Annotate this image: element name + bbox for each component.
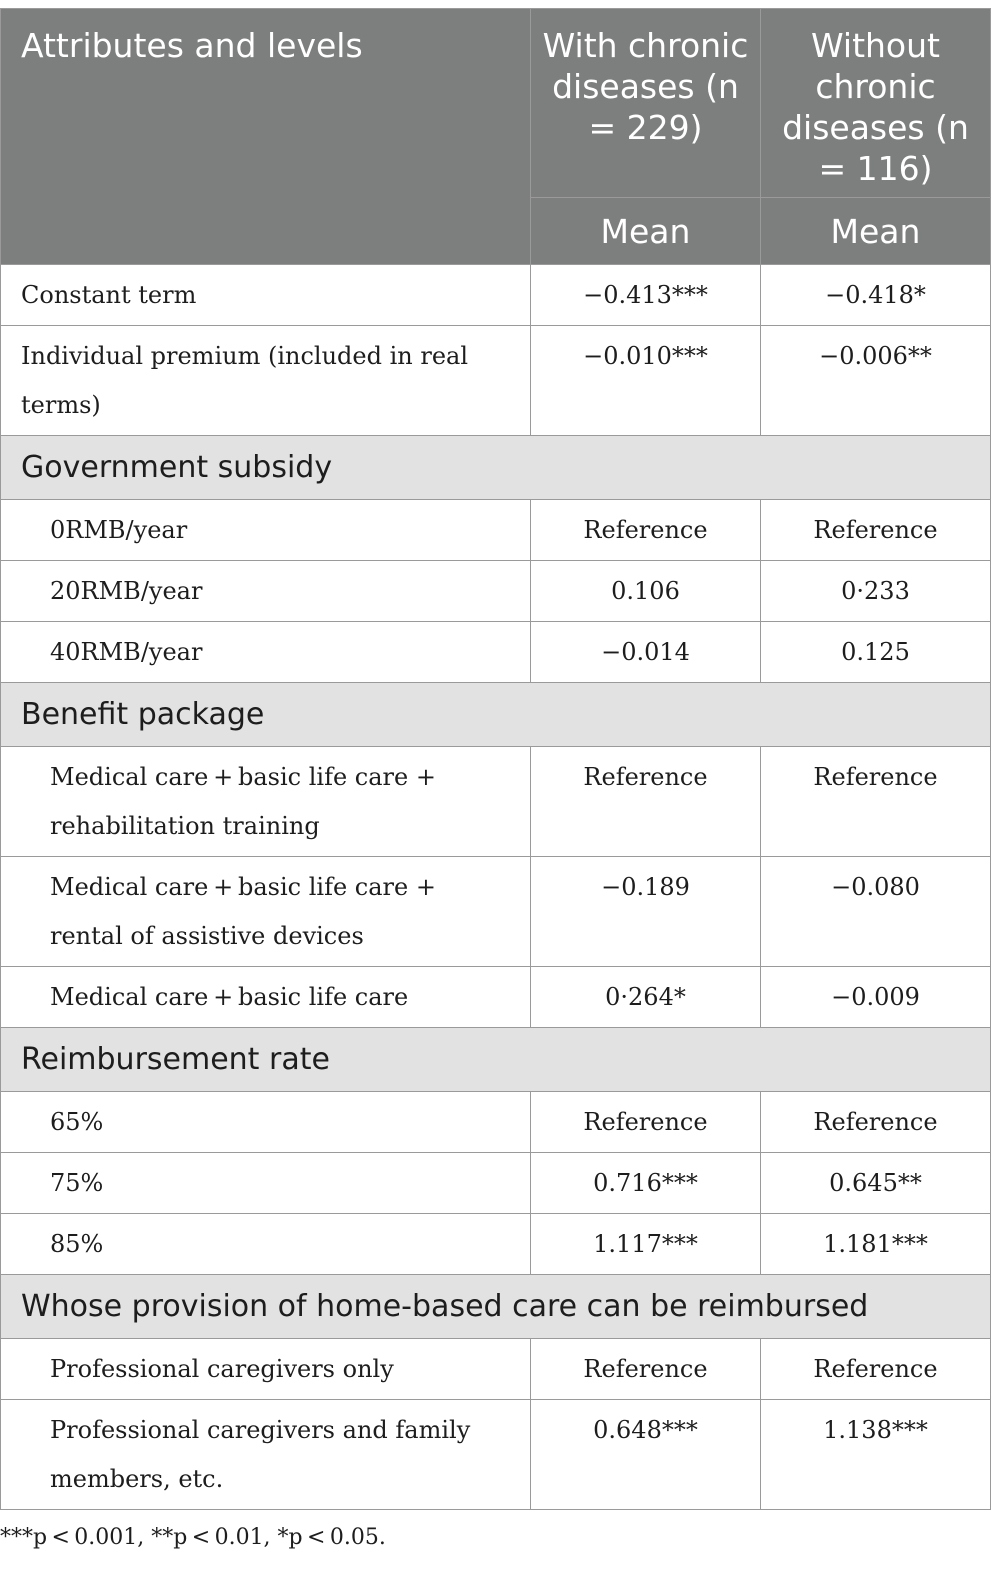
value-without: −0.418* (761, 265, 991, 326)
value-with: 0.648*** (531, 1400, 761, 1510)
value-with: −0.413*** (531, 265, 761, 326)
value-without: 1.138*** (761, 1400, 991, 1510)
value-with: Reference (531, 747, 761, 857)
row-label: 40RMB/year (1, 622, 531, 683)
value-with: −0.010*** (531, 326, 761, 436)
value-with: Reference (531, 1092, 761, 1153)
value-without: −0.006** (761, 326, 991, 436)
value-without: Reference (761, 747, 991, 857)
results-table (0, 8, 991, 1510)
table-row (1, 500, 991, 561)
section-row (1, 436, 991, 500)
value-without: Reference (761, 1092, 991, 1153)
header-attributes: Attributes and levels (1, 9, 531, 265)
table-row (1, 857, 991, 967)
value-with: Reference (531, 500, 761, 561)
header-without-chronic-diseases: Without chronic diseases (n = 116) (761, 9, 991, 198)
table-row (1, 622, 991, 683)
table-row (1, 1214, 991, 1275)
table-row (1, 747, 991, 857)
table-body (1, 265, 991, 1510)
section-heading: Government subsidy (1, 436, 991, 500)
header-mean-with: Mean (531, 198, 761, 265)
row-label: Professional caregivers and family members, etc. (1, 1400, 531, 1510)
table-row (1, 1400, 991, 1510)
value-with: 0.106 (531, 561, 761, 622)
section-row (1, 683, 991, 747)
section-heading: Benefit package (1, 683, 991, 747)
section-row (1, 1275, 991, 1339)
value-with: 0·264* (531, 967, 761, 1028)
row-label: Medical care + basic life care + rehabilitation training (1, 747, 531, 857)
row-label: 65% (1, 1092, 531, 1153)
row-label: 85% (1, 1214, 531, 1275)
value-without: 0.645** (761, 1153, 991, 1214)
table-row (1, 1092, 991, 1153)
table-header (1, 9, 991, 265)
value-with: 0.716*** (531, 1153, 761, 1214)
section-heading: Reimbursement rate (1, 1028, 991, 1092)
table-footnote: ***p < 0.001, **p < 0.01, *p < 0.05. (0, 1525, 386, 1550)
value-without: −0.009 (761, 967, 991, 1028)
value-without: −0.080 (761, 857, 991, 967)
row-label: Constant term (1, 265, 531, 326)
value-without: 1.181*** (761, 1214, 991, 1275)
value-with: −0.014 (531, 622, 761, 683)
row-label: 20RMB/year (1, 561, 531, 622)
row-label: Medical care + basic life care (1, 967, 531, 1028)
row-label: 75% (1, 1153, 531, 1214)
table-row (1, 561, 991, 622)
table-row (1, 1339, 991, 1400)
row-label: Individual premium (included in real terms) (1, 326, 531, 436)
value-without: 0.125 (761, 622, 991, 683)
table-row (1, 1153, 991, 1214)
row-label: Medical care + basic life care + rental of assistive devices (1, 857, 531, 967)
section-heading: Whose provision of home-based care can be reimbursed (1, 1275, 991, 1339)
value-with: 1.117*** (531, 1214, 761, 1275)
row-label: 0RMB/year (1, 500, 531, 561)
header-with-chronic-diseases: With chronic diseases (n = 229) (531, 9, 761, 198)
value-without: 0·233 (761, 561, 991, 622)
table-row (1, 265, 991, 326)
section-row (1, 1028, 991, 1092)
value-with: −0.189 (531, 857, 761, 967)
table-row (1, 326, 991, 436)
header-mean-without: Mean (761, 198, 991, 265)
value-without: Reference (761, 500, 991, 561)
row-label: Professional caregivers only (1, 1339, 531, 1400)
value-with: Reference (531, 1339, 761, 1400)
table-row (1, 967, 991, 1028)
results-table-container (0, 8, 990, 1510)
value-without: Reference (761, 1339, 991, 1400)
